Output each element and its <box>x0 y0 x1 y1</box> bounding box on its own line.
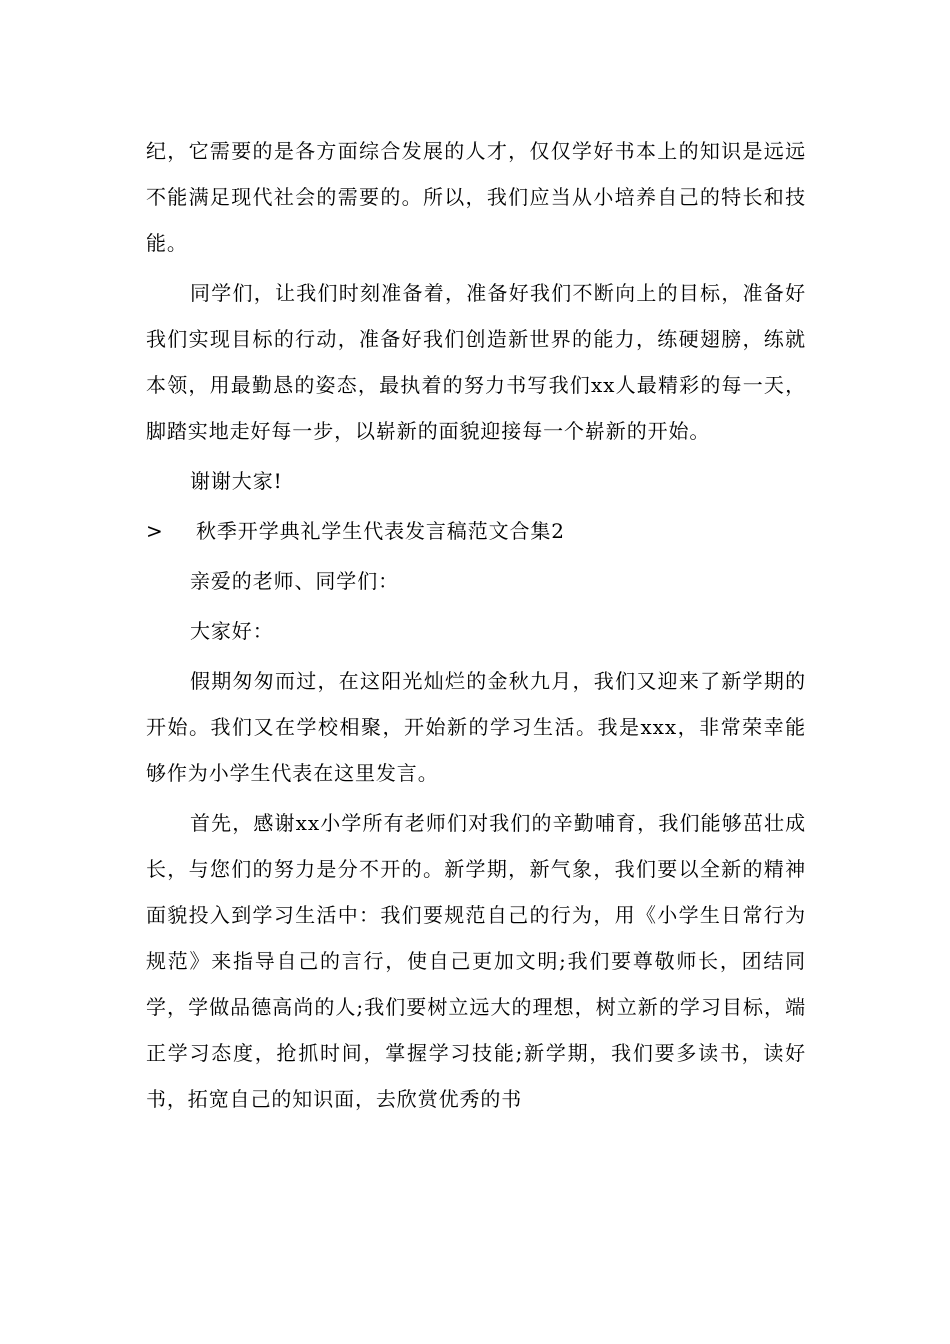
greeting: 大家好： <box>190 619 274 643</box>
section-heading-title: 秋季开学典礼学生代表发言稿范文合集2 <box>196 519 565 543</box>
section-heading[interactable] <box>146 508 806 554</box>
chevron-right-icon: > <box>146 519 163 543</box>
salutation: 亲爱的老师、同学们： <box>190 569 399 593</box>
document-body <box>146 128 806 1122</box>
paragraph: 首先，感谢xx小学所有老师们对我们的辛勤哺育，我们能够茁壮成长，与您们的努力是分不开的。新学期，新气象，我们要以全新的精神面貌投入到学习生活中：我们要规范自己的行为，用《小学生日常行为规范》来指导自己的言行，使自己更加文明;我们要尊敬师长，团结同学，学做品德高尚的人;我们要树立远大的理想，树立新的学习目标，端正学习态度，抢抓时间，掌握学习技能;新学期，我们要多读书，读好书，拓宽自己的知识面，去欣赏优秀的书 <box>146 811 806 1111</box>
closing-thanks: 谢谢大家! <box>190 469 283 493</box>
paragraph: 假期匆匆而过，在这阳光灿烂的金秋九月，我们又迎来了新学期的开始。我们又在学校相聚，开始新的学习生活。我是xxx，非常荣幸能够作为小学生代表在这里发言。 <box>146 669 806 785</box>
paragraph: 同学们，让我们时刻准备着，准备好我们不断向上的目标，准备好我们实现目标的行动，准备好我们创造新世界的能力，练硬翅膀，练就本领，用最勤恳的姿态，最执着的努力书写我们xx人最精彩的每一天，脚踏实地走好每一步，以崭新的面貌迎接每一个崭新的开始。 <box>146 281 806 443</box>
paragraph: 纪，它需要的是各方面综合发展的人才，仅仅学好书本上的知识是远远不能满足现代社会的需要的。所以，我们应当从小培养自己的特长和技能。 <box>146 139 806 255</box>
